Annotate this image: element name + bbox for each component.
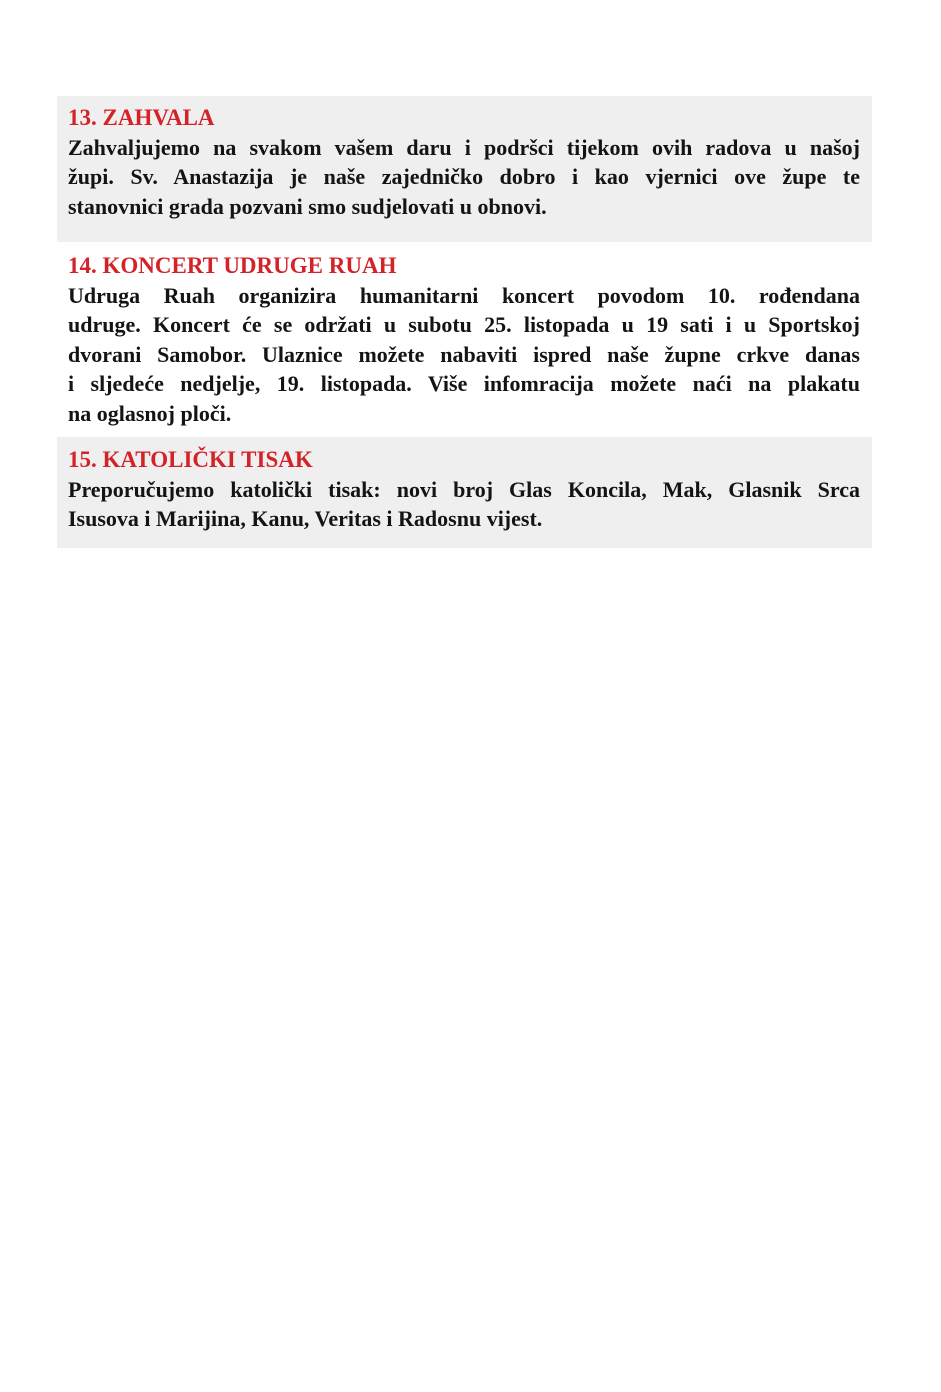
body-line: Udruga Ruah organizira humanitarni koncert povodom 10. rođendana bbox=[68, 282, 860, 308]
body-line: dvorani Samobor. Ulaznice možete nabaviti ispred naše župne crkve danas bbox=[68, 341, 860, 367]
section-zahvala bbox=[57, 96, 872, 242]
section-heading: 13. ZAHVALA bbox=[68, 105, 215, 130]
body-line: Preporučujemo katolički tisak: novi broj Glas Koncila, Mak, Glasnik Srca bbox=[68, 476, 860, 502]
section-heading: 14. KONCERT UDRUGE RUAH bbox=[68, 253, 397, 278]
body-line: Zahvaljujemo na svakom vašem daru i podršci tijekom ovih radova u našoj bbox=[68, 134, 860, 160]
bulletin-page bbox=[57, 96, 872, 548]
body-line: stanovnici grada pozvani smo sudjelovati u obnovi. bbox=[68, 193, 547, 219]
section-katolicki-tisak bbox=[57, 437, 872, 548]
body-line: na oglasnoj ploči. bbox=[68, 400, 232, 426]
section-heading: 15. KATOLIČKI TISAK bbox=[68, 447, 313, 472]
body-line: udruge. Koncert će se održati u subotu 25. listopada u 19 sati i u Sportskoj bbox=[68, 312, 860, 337]
section-koncert-udruge-ruah bbox=[57, 251, 872, 428]
body-line: Isusova i Marijina, Kanu, Veritas i Radosnu vijest. bbox=[68, 506, 543, 531]
body-line: i sljedeće nedjelje, 19. listopada. Više infomracija možete naći na plakatu bbox=[68, 371, 860, 396]
body-line: župi. Sv. Anastazija je naše zajedničko dobro i kao vjernici ove župe te bbox=[68, 164, 860, 189]
